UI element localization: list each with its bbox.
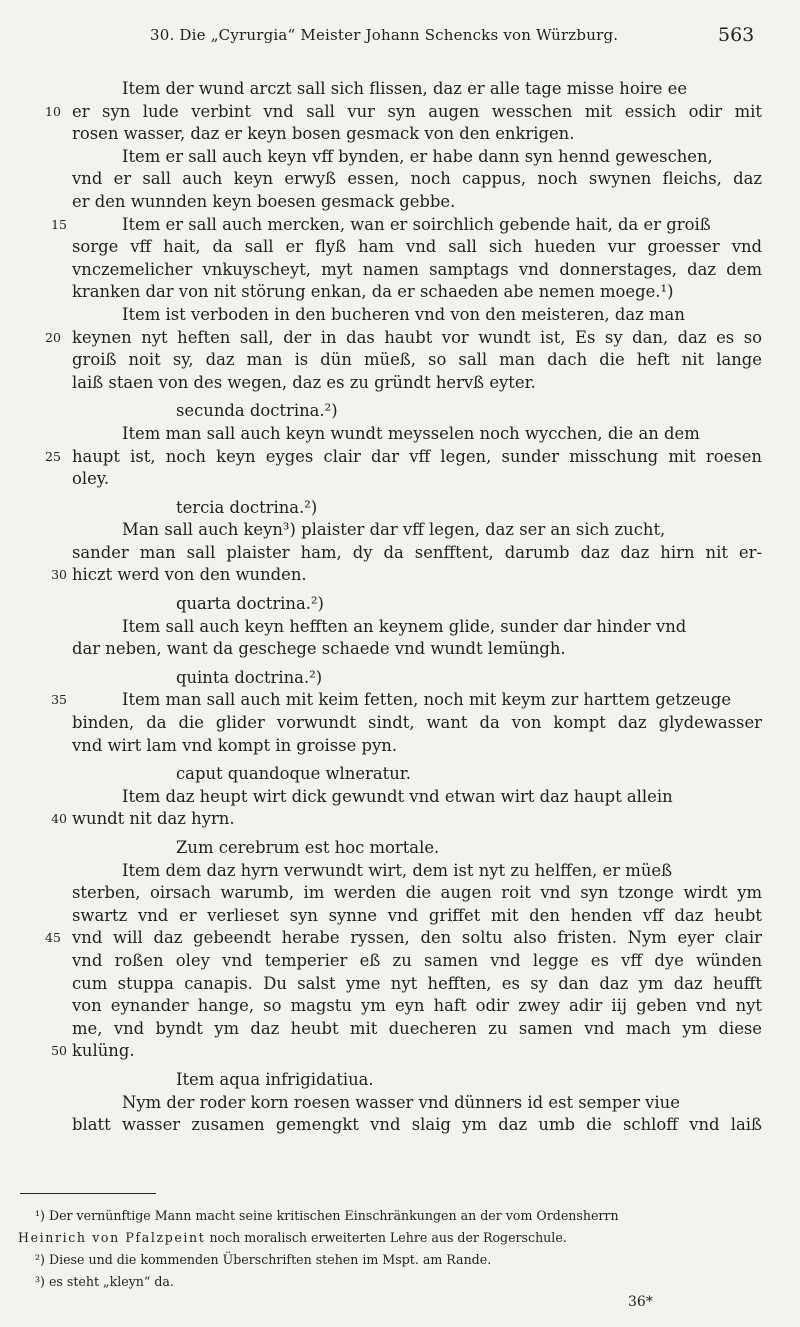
line-text: er den wunnden keyn boesen gesmack gebbe.: [72, 191, 456, 211]
text-line: [51, 214, 762, 237]
text-line: [72, 542, 762, 565]
footnote-text: es steht „kleyn“ da.: [48, 1274, 174, 1289]
footnote-marker: ²): [35, 1252, 45, 1267]
line-text: hiczt werd von den wunden.: [72, 565, 307, 585]
text-line: [72, 735, 762, 758]
footnote-marker: ¹): [35, 1208, 45, 1223]
text-line: [51, 564, 762, 587]
line-text: vnd will daz gebeendt herabe ryssen, den soltu also fristen. Nym eyer clair: [72, 928, 762, 948]
text-line: [45, 446, 762, 469]
text-line: [72, 519, 762, 542]
section-heading: [72, 667, 762, 690]
text-line: [51, 808, 762, 831]
text-line: [72, 236, 762, 259]
section-heading: [72, 497, 762, 520]
line-text: vnd roßen oley vnd temperier eß zu samen vnd legge es vff dye wünden: [72, 950, 762, 970]
text-line: [72, 423, 762, 446]
footnote-1: [18, 1205, 770, 1227]
text-line: [72, 973, 762, 996]
line-text: von eynander hange, so magstu ym eyn haft odir zwey adir iij geben vnd nyt: [72, 996, 762, 1016]
line-text: rosen wasser, daz er keyn bosen gesmack von den enkrigen.: [72, 124, 575, 144]
line-text: caput quandoque wlneratur.: [176, 764, 412, 784]
line-text: haupt ist, noch keyn eyges clair dar vff legen, sunder misschung mit roesen: [72, 446, 762, 466]
line-text: Item daz heupt wirt dick gewundt vnd etwan wirt daz haupt allein: [122, 786, 673, 806]
text-line: [72, 1114, 762, 1137]
text-line: [72, 638, 762, 661]
section-heading: [72, 400, 762, 423]
line-text: swartz vnd er verlieset syn synne vnd griffet mit den henden vff daz heubt: [72, 905, 762, 925]
line-number: 25: [45, 448, 61, 464]
footnote-divider: [20, 1193, 156, 1194]
line-text: Item er sall auch keyn vff bynden, er habe dann syn hennd geweschen,: [122, 146, 713, 166]
text-line: [72, 950, 762, 973]
text-line: [51, 1040, 762, 1063]
text-line: [72, 281, 762, 304]
line-text: me, vnd byndt ym daz heubt mit duecheren zu samen vnd mach ym diese: [72, 1018, 762, 1038]
text-line: [72, 712, 762, 735]
line-number: 15: [51, 216, 67, 232]
text-line: [72, 191, 762, 214]
text-line: [72, 860, 762, 883]
footnote-3: [18, 1271, 770, 1293]
line-text: oley.: [72, 469, 110, 489]
line-number: 40: [51, 811, 67, 827]
line-number: 45: [45, 930, 61, 946]
text-line: [45, 327, 762, 350]
line-text: cum stuppa canapis. Du salst yme nyt hefften, es sy dan daz ym daz heufft: [72, 973, 762, 993]
footnotes: [18, 1205, 770, 1293]
text-line: [72, 78, 762, 101]
line-text: kulüng.: [72, 1041, 135, 1061]
footnote-marker: ³): [35, 1274, 45, 1289]
text-line: [72, 372, 762, 395]
line-text: Item sall auch keyn hefften an keynem glide, sunder dar hinder vnd: [122, 616, 687, 636]
line-text: quarta doctrina.²): [176, 594, 324, 614]
footnote-2: [18, 1249, 770, 1271]
line-text: laiß staen von des wegen, daz es zu gründt hervß eyter.: [72, 372, 536, 392]
line-text: binden, da die glider vorwundt sindt, want da von kompt daz glydewasser: [72, 713, 762, 733]
line-text: Item der wund arczt sall sich flissen, daz er alle tage misse hoire ee: [122, 79, 688, 98]
line-text: vnd wirt lam vnd kompt in groisse pyn.: [72, 735, 398, 755]
text-line: [72, 168, 762, 191]
text-line: [72, 786, 762, 809]
line-text: keynen nyt heften sall, der in das haubt vor wundt ist, Es sy dan, daz es so: [72, 327, 762, 347]
signature-mark: 36*: [628, 1294, 653, 1310]
text-line: [72, 882, 762, 905]
line-text: Item er sall auch mercken, wan er soirchlich gebende hait, da er groiß: [122, 214, 711, 234]
text-line: [72, 1018, 762, 1041]
text-line: [72, 349, 762, 372]
footnote-person-name: Heinrich von Pfalzpeint: [18, 1230, 206, 1245]
running-head: 30. Die „Cyrurgia“ Meister Johann Schencks von Würzburg.: [150, 26, 619, 44]
section-heading: [72, 593, 762, 616]
line-text: vnczemelicher vnkuyscheyt, myt namen samptags vnd donnerstages, daz dem: [72, 259, 762, 279]
line-number: 35: [51, 692, 67, 708]
line-text: Item man sall auch mit keim fetten, noch mit keym zur harttem getzeuge: [122, 690, 732, 710]
line-text: sander man sall plaister ham, dy da senfftent, darumb daz daz hirn nit er-: [72, 542, 762, 562]
line-text: blatt wasser zusamen gemengkt vnd slaig ym daz umb die schloff vnd laiß: [72, 1115, 762, 1135]
line-text: dar neben, want da geschege schaede vnd wundt lemüngh.: [72, 639, 566, 659]
line-text: Item dem daz hyrn verwundt wirt, dem ist nyt zu helffen, er müeß: [122, 860, 673, 880]
line-text: quinta doctrina.²): [176, 667, 323, 687]
text-line: [72, 1092, 762, 1115]
footnote-text: Diese und die kommenden Überschriften stehen im Mspt. am Rande.: [48, 1252, 492, 1267]
section-heading: [72, 763, 762, 786]
text-line: [72, 468, 762, 491]
footnote-text: Der vernünftige Mann macht seine kritischen Einschränkungen an der vom Ordensherrn: [48, 1208, 619, 1223]
footnote-text: noch moralisch erweiterten Lehre aus der Rogerschule.: [209, 1230, 567, 1245]
line-text: wundt nit daz hyrn.: [72, 809, 235, 829]
line-text: Nym der roder korn roesen wasser vnd dünners id est semper viue: [122, 1092, 680, 1112]
text-line: [72, 259, 762, 282]
line-text: Item man sall auch keyn wundt meysselen noch wycchen, die an dem: [122, 423, 700, 443]
text-line: [72, 905, 762, 928]
line-number: 50: [51, 1043, 67, 1059]
text-line: [45, 101, 762, 124]
text-line: [72, 995, 762, 1018]
line-text: kranken dar von nit störung enkan, da er schaeden abe nemen moege.¹): [72, 282, 674, 302]
text-line: [72, 123, 762, 146]
line-text: vnd er sall auch keyn erwyß essen, noch cappus, noch swynen fleichs, daz: [72, 169, 762, 189]
line-text: sterben, oirsach warumb, im werden die augen roit vnd syn tzonge wirdt ym: [72, 883, 762, 903]
main-text: [45, 78, 762, 1137]
line-text: Item ist verboden in den bucheren vnd von den meisteren, daz man: [122, 304, 685, 324]
line-text: groiß noit sy, daz man is dün müeß, so sall man dach die heft nit lange: [72, 350, 762, 370]
text-line: [51, 689, 762, 712]
line-number: 20: [45, 329, 61, 345]
text-line: [72, 304, 762, 327]
footnote-1-continued: [18, 1227, 770, 1249]
line-text: er syn lude verbint vnd sall vur syn augen wesschen mit essich odir mit: [72, 101, 762, 121]
line-text: sorge vff hait, da sall er flyß ham vnd sall sich hueden vur groesser vnd: [72, 237, 762, 257]
section-heading: [72, 837, 762, 860]
text-line: [72, 616, 762, 639]
section-heading: [72, 1069, 762, 1092]
page-number: 563: [718, 24, 755, 46]
line-text: Zum cerebrum est hoc mortale.: [176, 838, 440, 857]
line-text: Man sall auch keyn³) plaister dar vff legen, daz ser an sich zucht,: [122, 520, 666, 540]
text-line: [72, 146, 762, 169]
line-text: secunda doctrina.²): [176, 401, 338, 421]
text-line: [45, 927, 762, 950]
line-number: 10: [45, 103, 61, 119]
line-text: tercia doctrina.²): [176, 497, 318, 517]
line-text: Item aqua infrigidatiua.: [176, 1069, 374, 1089]
line-number: 30: [51, 567, 67, 583]
